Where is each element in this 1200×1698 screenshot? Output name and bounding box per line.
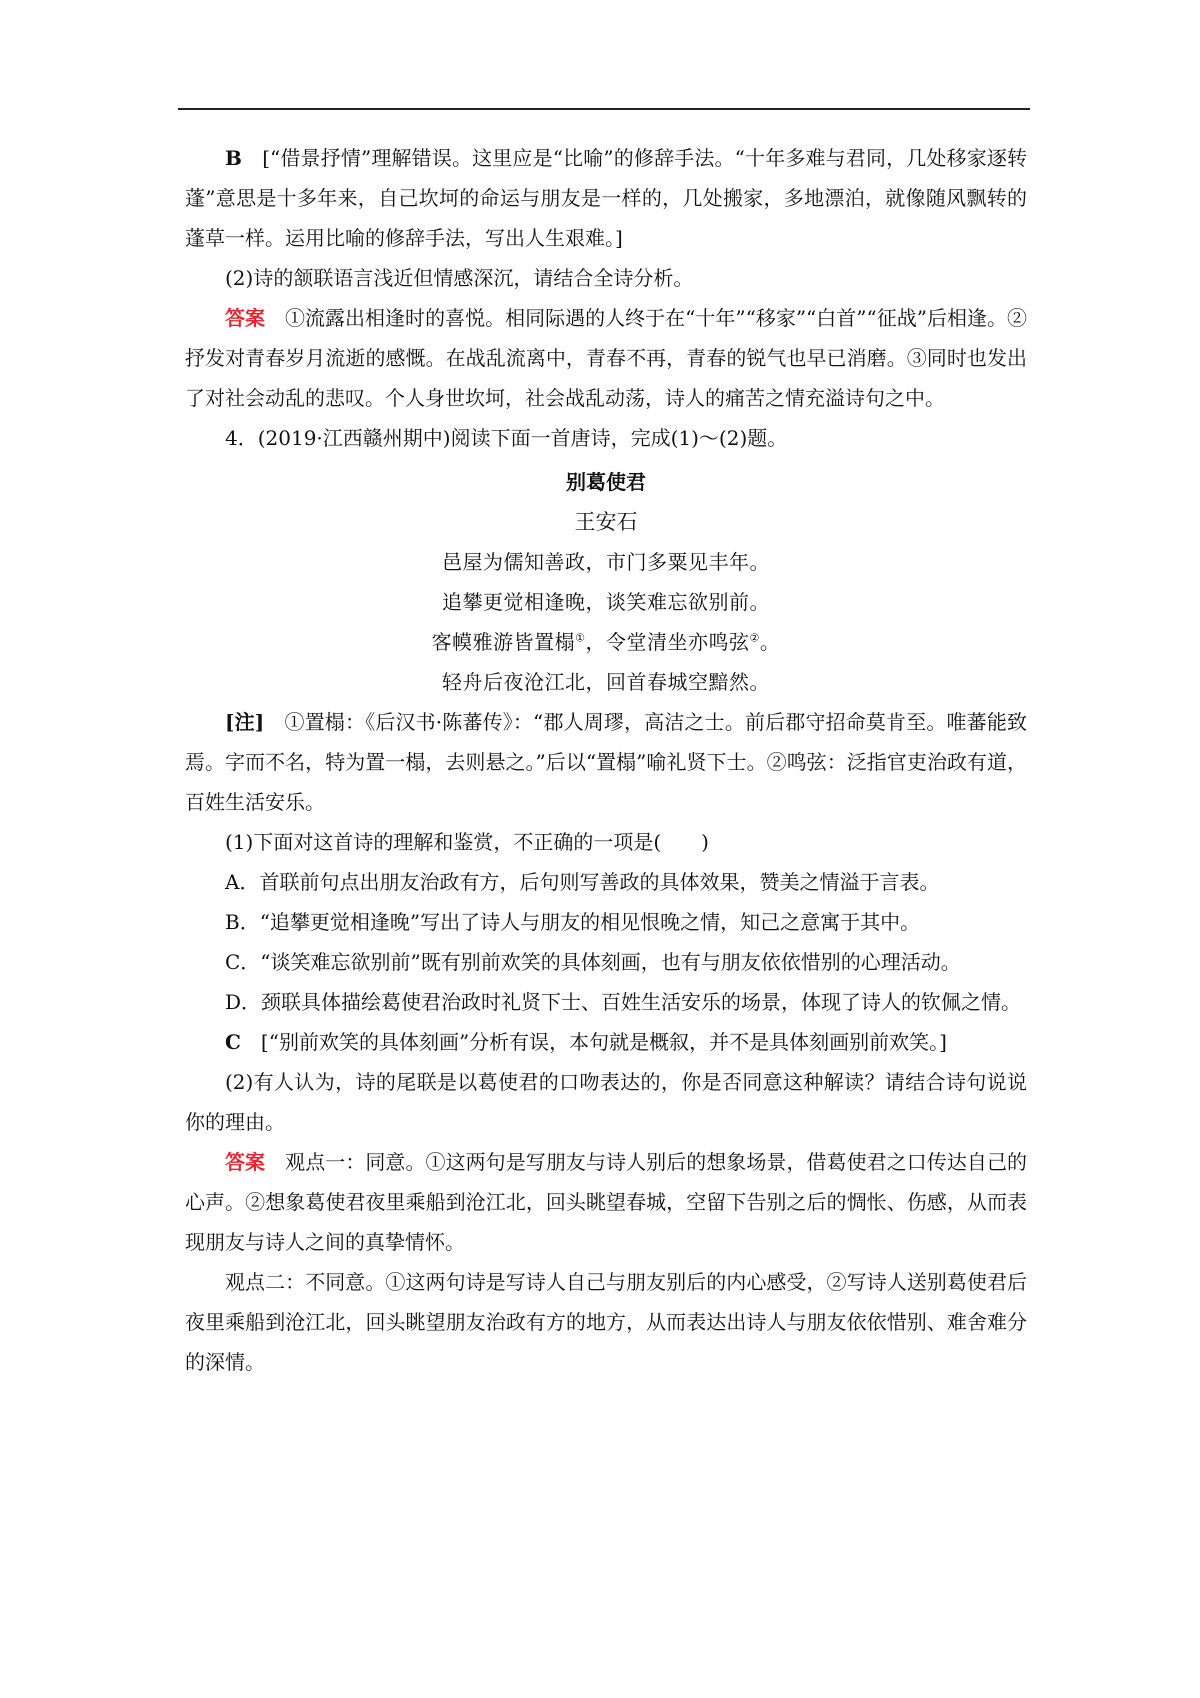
option-b: B．“追攀更觉相逢晚”写出了诗人与朋友的相见恨晚之情，知己之意寓于其中。 <box>225 910 921 934</box>
option-c: C．“谈笑难忘欲别前”既有别前欢笑的具体刻画，也有与朋友依依惜别的心理活动。 <box>225 950 961 974</box>
q4-sub2-answer <box>185 1142 1027 1262</box>
poem-line-part: 客幙雅游皆置榻 <box>431 630 576 654</box>
note-text: ①置榻：《后汉书·陈蕃传》：“郡人周璆，高洁之士。前后郡守招命莫肯至。唯蕃能致焉。字而不名，特为置一榻，去则悬之。”后以“置榻”喻礼贤下士。②鸣弦：泛指官吏治政有道，百姓生活安乐。 <box>185 710 1027 814</box>
poem-author: 王安石 <box>574 510 638 534</box>
q3-sub2-question: (2)诗的颔联语言浅近但情感深沉，请结合全诗分析。 <box>225 266 694 290</box>
analysis-text: [“别前欢笑的具体刻画”分析有误，本句就是概叙，并不是具体刻画别前欢笑。] <box>260 1030 947 1054</box>
footnote-mark: ① <box>575 631 586 645</box>
q4-sub2-question: (2)有人认为，诗的尾联是以葛使君的口吻表达的，你是否同意这种解读？请结合诗句说说你的理由。 <box>185 1070 1027 1134</box>
document-body <box>185 138 1027 1382</box>
q4-sub1-question: (1)下面对这首诗的理解和鉴赏，不正确的一项是( ) <box>225 830 709 854</box>
poem-line: 邑屋为儒知善政，市门多粟见丰年。 <box>442 550 770 574</box>
q3-analysis <box>185 138 1027 258</box>
option-d: D．颈联具体描绘葛使君治政时礼贤下士、百姓生活安乐的场景，体现了诗人的钦佩之情。 <box>225 990 1022 1014</box>
note-label: [注] <box>225 710 265 734</box>
q4-sub1-analysis <box>185 1022 1027 1062</box>
poem-title: 别葛使君 <box>566 470 646 494</box>
header-rule <box>178 108 1030 110</box>
poem-note <box>185 702 1027 822</box>
poem-line: 轻舟后夜沧江北，回首春城空黯然。 <box>442 670 770 694</box>
option-a: A．首联前句点出朋友治政有方，后句则写善政的具体效果，赞美之情溢于言表。 <box>225 870 940 894</box>
answer-label: 答案 <box>225 306 266 330</box>
poem-line <box>185 622 1027 662</box>
answer-letter: B <box>225 146 242 170</box>
poem-line: 追攀更觉相逢晚，谈笑难忘欲别前。 <box>442 590 770 614</box>
q4-intro: 4．(2019·江西赣州期中)阅读下面一首唐诗，完成(1)～(2)题。 <box>225 426 788 450</box>
q4-sub2-view2: 观点二：不同意。①这两句诗是写诗人自己与朋友别后的内心感受，②写诗人送别葛使君后夜里乘船到沧江北，回头眺望朋友治政有方的地方，从而表达出诗人与朋友依依惜别、难舍难分的深情。 <box>185 1270 1027 1374</box>
view-one-text: 观点一：同意。①这两句是写朋友与诗人别后的想象场景，借葛使君之口传达自己的心声。②想象葛使君夜里乘船到沧江北，回头眺望春城，空留下告别之后的惆怅、伤感，从而表现朋友与诗人之间的真挚情怀。 <box>185 1150 1028 1254</box>
footnote-mark: ② <box>749 631 760 645</box>
q3-sub2-answer <box>185 298 1027 418</box>
answer-label: 答案 <box>225 1150 266 1174</box>
poem-line-part: 。 <box>759 630 781 654</box>
poem-line-part: ，令堂清坐亦鸣弦 <box>585 630 750 654</box>
answer-letter: C <box>225 1030 241 1054</box>
analysis-text: [“借景抒情”理解错误。这里应是“比喻”的修辞手法。“十年多难与君同，几处移家逐转蓬”意思是十多年来，自己坎坷的命运与朋友是一样的，几处搬家，多地漂泊，就像随风飘转的蓬草一样。运用比喻的修辞手法，写出人生艰难。] <box>185 146 1027 250</box>
answer-text: ①流露出相逢时的喜悦。相同际遇的人终于在“十年”“移家”“白首”“征战”后相逢。②抒发对青春岁月流逝的感慨。在战乱流离中，青春不再，青春的锐气也早已消磨。③同时也发出了对社会动乱的悲叹。个人身世坎坷，社会战乱动荡，诗人的痛苦之情充溢诗句之中。 <box>185 306 1028 410</box>
